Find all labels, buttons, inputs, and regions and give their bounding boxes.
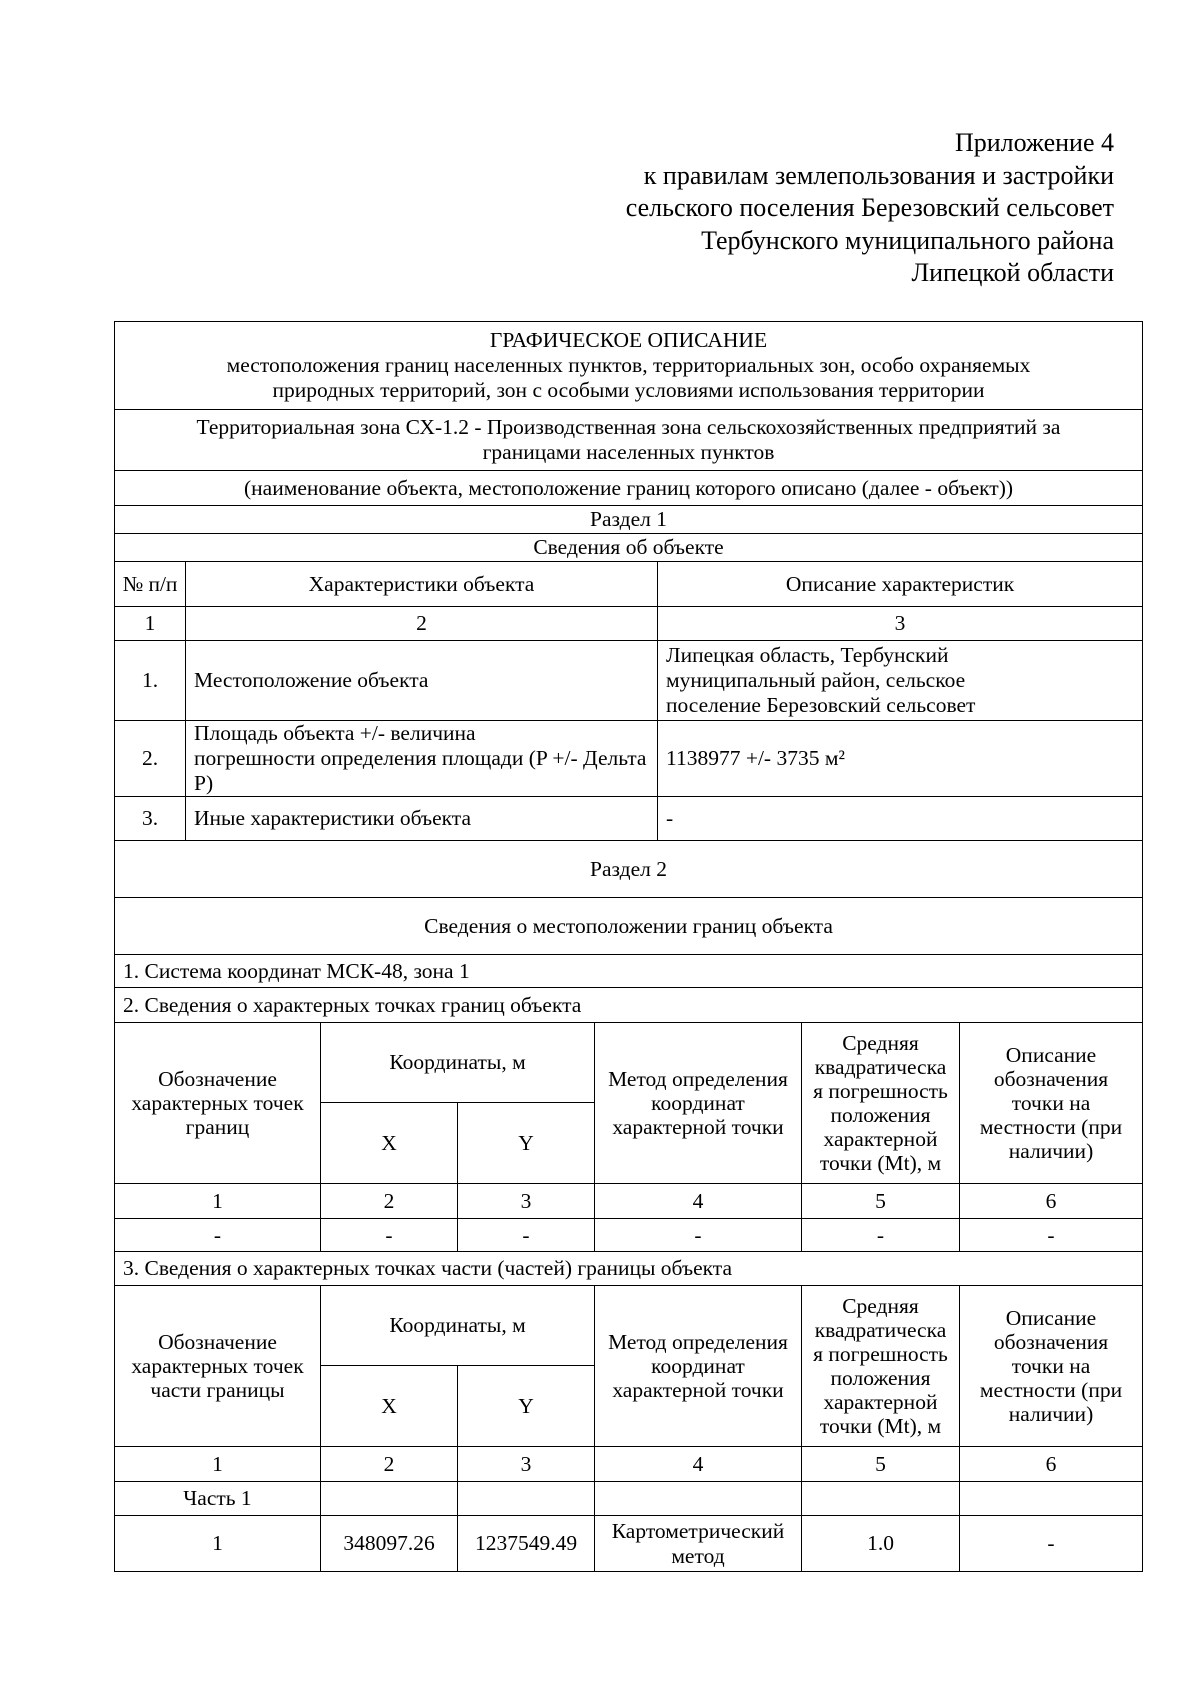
coordinate-system: 1. Система координат МСК-48, зона 1 — [115, 955, 1143, 988]
error-header: Средняя квадратическа я погрешность положения характерной точки (Mt), м — [802, 1023, 960, 1184]
characteristic-name: Иные характеристики объекта — [186, 797, 658, 841]
row-number: 1. — [115, 641, 186, 721]
description-line: Липецкая область, Тербунский — [666, 643, 949, 667]
characteristic-name: Местоположение объекта — [186, 641, 658, 721]
point-description: - — [960, 1516, 1143, 1572]
empty-cell — [321, 1482, 458, 1516]
col-number: 2 — [321, 1184, 458, 1219]
col-header-characteristic: Характеристики объекта — [186, 562, 658, 607]
part-label: Часть 1 — [115, 1482, 321, 1516]
col-number: 5 — [802, 1447, 960, 1482]
col-number: 1 — [115, 607, 186, 641]
x-header: X — [321, 1103, 458, 1184]
description-line: муниципальный район, сельское — [666, 668, 966, 692]
document-title-cell — [115, 322, 1143, 410]
section1-title: Раздел 1 — [115, 506, 1143, 534]
empty-cell — [458, 1482, 595, 1516]
point-method: Картометрический метод — [595, 1516, 802, 1572]
empty-cell — [595, 1482, 802, 1516]
object-name: Территориальная зона СХ-1.2 - Производственная зона сельскохозяйственных предприятий за — [196, 415, 1061, 439]
row-number: 2. — [115, 721, 186, 797]
point-y: 1237549.49 — [458, 1516, 595, 1572]
section1-subtitle: Сведения об объекте — [115, 534, 1143, 562]
characteristic-line: погрешности определения площади (P +/- Дельта P) — [194, 746, 647, 795]
designation-header: Обозначение характерных точек границ — [115, 1023, 321, 1184]
appendix-line: Липецкой области — [911, 258, 1114, 287]
characteristic-line: Площадь объекта +/- величина — [194, 721, 476, 745]
method-header: Метод определения координат характерной точки — [595, 1286, 802, 1447]
col-number: 1 — [115, 1447, 321, 1482]
document-title: ГРАФИЧЕСКОЕ ОПИСАНИЕ — [489, 328, 768, 352]
point-x: 348097.26 — [321, 1516, 458, 1572]
empty-cell: - — [115, 1219, 321, 1252]
characteristic-description: - — [658, 797, 1143, 841]
point-designation: 1 — [115, 1516, 321, 1572]
object-name: границами населенных пунктов — [482, 440, 775, 464]
description-line: поселение Березовский сельсовет — [666, 693, 976, 717]
col-number: 2 — [186, 607, 658, 641]
object-name-caption: (наименование объекта, местоположение границ которого описано (далее - объект)) — [115, 471, 1143, 506]
document-subtitle: природных территорий, зон с особыми условиями использования территории — [272, 378, 985, 402]
col-number: 6 — [960, 1447, 1143, 1482]
col-number: 4 — [595, 1447, 802, 1482]
empty-cell: - — [960, 1219, 1143, 1252]
x-header: X — [321, 1366, 458, 1447]
characteristic-name — [186, 721, 658, 797]
col-header-description: Описание характеристик — [658, 562, 1143, 607]
empty-cell — [802, 1482, 960, 1516]
col-header-number: № п/п — [115, 562, 186, 607]
appendix-line: Приложение 4 — [954, 128, 1114, 157]
method-header: Метод определения координат характерной точки — [595, 1023, 802, 1184]
empty-cell: - — [458, 1219, 595, 1252]
graphic-description-table — [114, 321, 1143, 1572]
characteristic-description — [658, 641, 1143, 721]
error-header: Средняя квадратическа я погрешность положения характерной точки (Mt), м — [802, 1286, 960, 1447]
empty-cell: - — [595, 1219, 802, 1252]
col-number: 1 — [115, 1184, 321, 1219]
row-number: 3. — [115, 797, 186, 841]
col-number: 6 — [960, 1184, 1143, 1219]
document-subtitle: местоположения границ населенных пунктов, территориальных зон, особо охраняемых — [226, 353, 1031, 377]
object-name-cell — [115, 410, 1143, 471]
appendix-line: к правилам землепользования и застройки — [643, 160, 1114, 190]
point-description-header: Описание обозначения точки на местности (при наличии) — [960, 1286, 1143, 1447]
col-number: 2 — [321, 1447, 458, 1482]
section2-title: Раздел 2 — [115, 841, 1143, 898]
part-points-title: 3. Сведения о характерных точках части (частей) границы объекта — [115, 1252, 1143, 1286]
designation-header: Обозначение характерных точек части границы — [115, 1286, 321, 1447]
col-number: 3 — [458, 1184, 595, 1219]
empty-cell: - — [802, 1219, 960, 1252]
coordinates-header: Координаты, м — [321, 1286, 595, 1366]
empty-cell: - — [321, 1219, 458, 1252]
y-header: Y — [458, 1103, 595, 1184]
empty-cell — [960, 1482, 1143, 1516]
col-number: 3 — [658, 607, 1143, 641]
coordinates-header: Координаты, м — [321, 1023, 595, 1103]
appendix-header — [414, 127, 1114, 290]
point-description-header: Описание обозначения точки на местности (при наличии) — [960, 1023, 1143, 1184]
col-number: 3 — [458, 1447, 595, 1482]
boundary-points-title: 2. Сведения о характерных точках границ объекта — [115, 988, 1143, 1023]
section2-subtitle: Сведения о местоположении границ объекта — [115, 898, 1143, 955]
col-number: 4 — [595, 1184, 802, 1219]
appendix-line: Тербунского муниципального района — [701, 225, 1114, 255]
col-number: 5 — [802, 1184, 960, 1219]
y-header: Y — [458, 1366, 595, 1447]
characteristic-description: 1138977 +/- 3735 м² — [658, 721, 1143, 797]
point-error: 1.0 — [802, 1516, 960, 1572]
appendix-line: сельского поселения Березовский сельсовет — [625, 193, 1114, 222]
